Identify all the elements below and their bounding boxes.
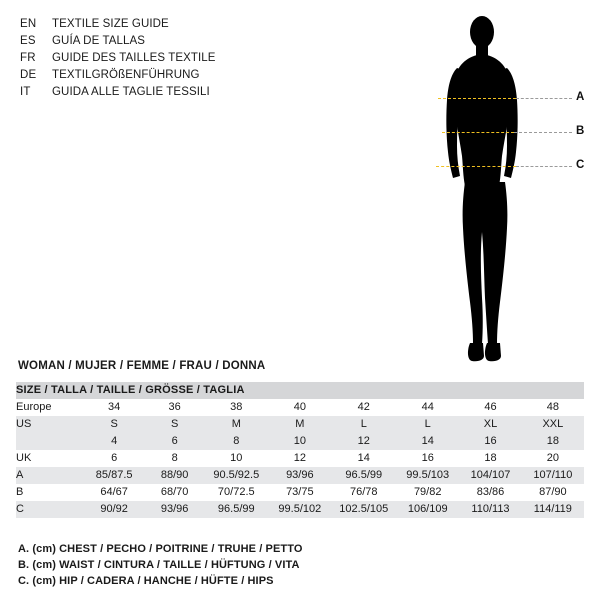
table-row — [16, 416, 584, 433]
cell: 83/86 — [459, 484, 521, 501]
language-code-de: DE — [20, 69, 37, 81]
language-row-en — [20, 16, 320, 33]
table-row — [16, 484, 584, 501]
cell: 48 — [522, 399, 584, 416]
measure-label-c: C — [576, 159, 585, 171]
cell: 107/110 — [522, 467, 584, 484]
row-label-europe: Europe — [16, 399, 83, 416]
cell: 12 — [268, 450, 331, 467]
cell: 68/70 — [145, 484, 204, 501]
cell: S — [83, 416, 145, 433]
cell: 44 — [396, 399, 459, 416]
language-text-de: TEXTILGRÖßENFÜHRUNG — [52, 69, 200, 81]
cell: 93/96 — [145, 501, 204, 518]
cell: 8 — [145, 450, 204, 467]
cell: 88/90 — [145, 467, 204, 484]
cell: 73/75 — [268, 484, 331, 501]
row-label-a: A — [16, 467, 83, 484]
cell: 79/82 — [396, 484, 459, 501]
row-label-uk: UK — [16, 450, 83, 467]
measure-label-a: A — [576, 91, 585, 103]
cell: 42 — [331, 399, 396, 416]
language-row-es — [20, 33, 320, 50]
cell: 93/96 — [268, 467, 331, 484]
table-row — [16, 467, 584, 484]
cell: 38 — [204, 399, 268, 416]
cell: L — [396, 416, 459, 433]
cell: 16 — [396, 450, 459, 467]
cell: M — [204, 416, 268, 433]
measure-line-b-extension — [514, 132, 572, 133]
cell: S — [145, 416, 204, 433]
row-label-c: C — [16, 501, 83, 518]
table-row — [16, 450, 584, 467]
cell: 8 — [204, 433, 268, 450]
cell: 90/92 — [83, 501, 145, 518]
row-label-b: B — [16, 484, 83, 501]
cell: 40 — [268, 399, 331, 416]
cell: 36 — [145, 399, 204, 416]
cell: 96.5/99 — [204, 501, 268, 518]
cell: 14 — [331, 450, 396, 467]
table-header-label: SIZE / TALLA / TAILLE / GRÖSSE / TAGLIA — [16, 382, 584, 399]
female-silhouette-icon — [420, 10, 595, 370]
language-row-de — [20, 67, 320, 84]
cell: XXL — [522, 416, 584, 433]
language-row-fr — [20, 50, 320, 67]
cell: 34 — [83, 399, 145, 416]
cell: 6 — [83, 450, 145, 467]
cell: 4 — [83, 433, 145, 450]
language-list — [20, 16, 320, 101]
cell: 110/113 — [459, 501, 521, 518]
row-label-us: US — [16, 416, 83, 433]
measure-line-b — [442, 132, 514, 133]
table-row — [16, 399, 584, 416]
cell: 6 — [145, 433, 204, 450]
cell: 99.5/102 — [268, 501, 331, 518]
language-text-it: GUIDA ALLE TAGLIE TESSILI — [52, 86, 210, 98]
cell: 102.5/105 — [331, 501, 396, 518]
cell: 18 — [522, 433, 584, 450]
size-table — [16, 382, 584, 518]
cell: 96.5/99 — [331, 467, 396, 484]
footnote-b: B. (cm) WAIST / CINTURA / TAILLE / HÜFTUNG / VITA — [18, 559, 300, 571]
measure-line-a — [438, 98, 516, 99]
cell: 14 — [396, 433, 459, 450]
cell: 18 — [459, 450, 521, 467]
table-row — [16, 433, 584, 450]
cell: 104/107 — [459, 467, 521, 484]
cell: 64/67 — [83, 484, 145, 501]
cell: XL — [459, 416, 521, 433]
language-text-en: TEXTILE SIZE GUIDE — [52, 18, 169, 30]
cell: 46 — [459, 399, 521, 416]
language-code-es: ES — [20, 35, 36, 47]
cell: 12 — [331, 433, 396, 450]
language-row-it — [20, 84, 320, 101]
measure-line-c — [436, 166, 516, 167]
table-row — [16, 501, 584, 518]
cell: 106/109 — [396, 501, 459, 518]
cell: L — [331, 416, 396, 433]
cell: 70/72.5 — [204, 484, 268, 501]
cell: M — [268, 416, 331, 433]
cell: 99.5/103 — [396, 467, 459, 484]
language-text-es: GUÍA DE TALLAS — [52, 35, 146, 47]
cell: 76/78 — [331, 484, 396, 501]
cell: 87/90 — [522, 484, 584, 501]
measure-label-b: B — [576, 125, 585, 137]
footnote-list — [18, 541, 578, 589]
language-code-en: EN — [20, 18, 37, 30]
cell: 10 — [268, 433, 331, 450]
language-code-it: IT — [20, 86, 31, 98]
table-header-row — [16, 382, 584, 399]
cell: 10 — [204, 450, 268, 467]
footnote-c: C. (cm) HIP / CADERA / HANCHE / HÜFTE / HIPS — [18, 575, 274, 587]
cell: 20 — [522, 450, 584, 467]
footnote-a: A. (cm) CHEST / PECHO / POITRINE / TRUHE / PETTO — [18, 543, 303, 555]
table-group-title: WOMAN / MUJER / FEMME / FRAU / DONNA — [18, 360, 266, 372]
cell: 16 — [459, 433, 521, 450]
measure-line-a-extension — [516, 98, 572, 99]
body-figure-area — [420, 10, 595, 370]
measure-line-c-extension — [516, 166, 572, 167]
row-label-us-numeric — [16, 433, 83, 450]
cell: 90.5/92.5 — [204, 467, 268, 484]
cell: 85/87.5 — [83, 467, 145, 484]
language-code-fr: FR — [20, 52, 36, 64]
language-text-fr: GUIDE DES TAILLES TEXTILE — [52, 52, 216, 64]
cell: 114/119 — [522, 501, 584, 518]
